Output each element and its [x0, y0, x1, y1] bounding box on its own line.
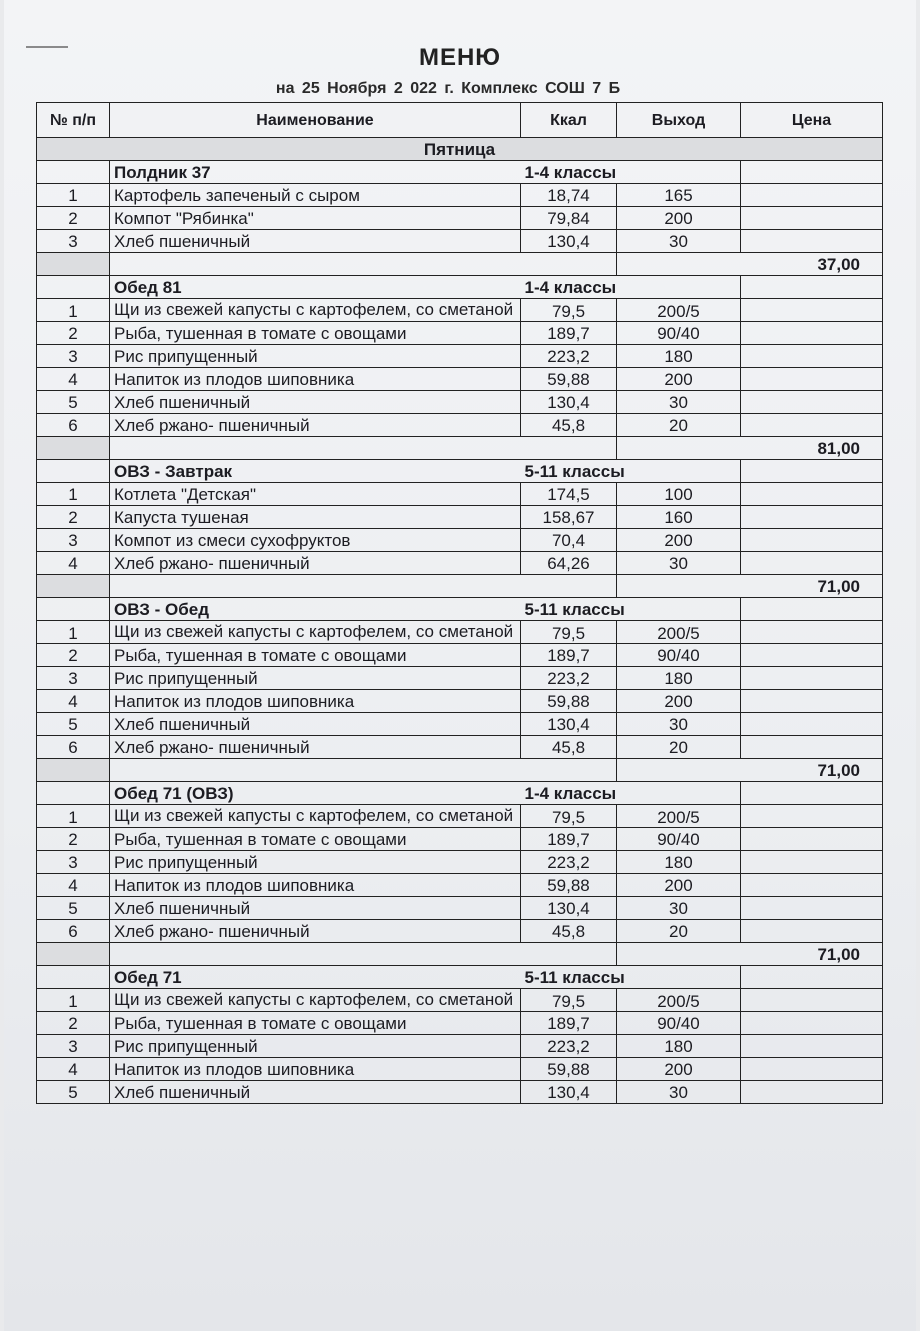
item-name: Рыба, тушенная в томате с овощами [110, 828, 521, 851]
menu-item-row [37, 1012, 883, 1035]
section-header-row [37, 161, 883, 184]
item-kcal: 223,2 [521, 667, 617, 690]
item-number: 2 [37, 207, 110, 230]
item-output: 90/40 [617, 322, 741, 345]
col-header-num: № п/п [37, 103, 110, 138]
col-header-price: Цена [741, 103, 883, 138]
item-number: 5 [37, 713, 110, 736]
item-price [741, 1035, 883, 1058]
section-total-row [37, 759, 883, 782]
section-spacer [37, 276, 110, 299]
menu-item-row [37, 828, 883, 851]
section-spacer [37, 598, 110, 621]
item-name: Хлеб пшеничный [110, 230, 521, 253]
item-number: 1 [37, 483, 110, 506]
menu-item-row [37, 230, 883, 253]
item-output: 20 [617, 920, 741, 943]
item-price [741, 1081, 883, 1104]
item-output: 200 [617, 529, 741, 552]
section-name: Обед 71 (ОВЗ) [110, 782, 521, 805]
total-blank [110, 437, 617, 460]
menu-item-row [37, 644, 883, 667]
menu-item-row [37, 897, 883, 920]
section-header-row [37, 966, 883, 989]
item-price [741, 207, 883, 230]
item-price [741, 874, 883, 897]
item-kcal: 130,4 [521, 897, 617, 920]
item-number: 1 [37, 989, 110, 1012]
item-output: 30 [617, 1081, 741, 1104]
item-price [741, 897, 883, 920]
item-price [741, 920, 883, 943]
item-name: Рис припущенный [110, 345, 521, 368]
item-name: Хлеб ржано- пшеничный [110, 414, 521, 437]
item-output: 165 [617, 184, 741, 207]
item-number: 6 [37, 414, 110, 437]
item-name: Рыба, тушенная в томате с овощами [110, 644, 521, 667]
item-kcal: 189,7 [521, 322, 617, 345]
menu-item-row [37, 805, 883, 828]
section-grade: 5-11 классы [521, 460, 741, 483]
item-output: 200/5 [617, 299, 741, 322]
section-header-row [37, 276, 883, 299]
item-number: 6 [37, 920, 110, 943]
item-number: 3 [37, 851, 110, 874]
menu-item-row [37, 207, 883, 230]
item-kcal: 59,88 [521, 368, 617, 391]
item-output: 90/40 [617, 828, 741, 851]
item-name: Рис припущенный [110, 851, 521, 874]
item-name: Картофель запеченый с сыром [110, 184, 521, 207]
section-name: ОВЗ - Обед [110, 598, 521, 621]
item-output: 200 [617, 1058, 741, 1081]
item-name: Рис припущенный [110, 667, 521, 690]
section-total-price: 71,00 [617, 943, 883, 966]
item-number: 6 [37, 736, 110, 759]
section-price-empty [741, 161, 883, 184]
section-total-price: 71,00 [617, 759, 883, 782]
menu-body [37, 138, 883, 1104]
section-name: Обед 81 [110, 276, 521, 299]
section-name: Полдник 37 [110, 161, 521, 184]
section-total-price: 71,00 [617, 575, 883, 598]
item-output: 100 [617, 483, 741, 506]
item-number: 4 [37, 552, 110, 575]
item-price [741, 621, 883, 644]
section-grade: 5-11 классы [521, 598, 741, 621]
section-grade: 1-4 классы [521, 276, 741, 299]
item-kcal: 79,5 [521, 621, 617, 644]
item-output: 90/40 [617, 1012, 741, 1035]
menu-item-row [37, 851, 883, 874]
menu-item-row [37, 529, 883, 552]
item-name: Рыба, тушенная в томате с овощами [110, 322, 521, 345]
item-price [741, 667, 883, 690]
item-number: 1 [37, 621, 110, 644]
col-header-name: Наименование [110, 103, 521, 138]
item-kcal: 189,7 [521, 644, 617, 667]
item-number: 3 [37, 529, 110, 552]
item-kcal: 59,88 [521, 690, 617, 713]
item-output: 200 [617, 368, 741, 391]
item-number: 1 [37, 299, 110, 322]
menu-item-row [37, 736, 883, 759]
item-name: Хлеб пшеничный [110, 897, 521, 920]
item-number: 5 [37, 897, 110, 920]
item-kcal: 223,2 [521, 1035, 617, 1058]
col-header-output: Выход [617, 103, 741, 138]
menu-table [36, 102, 883, 1104]
menu-item-row [37, 1035, 883, 1058]
item-name: Хлеб ржано- пшеничный [110, 920, 521, 943]
section-total-row [37, 437, 883, 460]
item-output: 200 [617, 207, 741, 230]
item-name: Напиток из плодов шиповника [110, 874, 521, 897]
menu-item-row [37, 621, 883, 644]
item-price [741, 851, 883, 874]
item-price [741, 736, 883, 759]
menu-item-row [37, 368, 883, 391]
item-output: 30 [617, 391, 741, 414]
item-name: Напиток из плодов шиповника [110, 1058, 521, 1081]
menu-item-row [37, 989, 883, 1012]
section-grade: 1-4 классы [521, 161, 741, 184]
item-kcal: 223,2 [521, 345, 617, 368]
menu-item-row [37, 667, 883, 690]
item-name: Компот из смеси сухофруктов [110, 529, 521, 552]
item-price [741, 322, 883, 345]
item-kcal: 130,4 [521, 713, 617, 736]
section-header-row [37, 460, 883, 483]
menu-item-row [37, 483, 883, 506]
item-kcal: 130,4 [521, 391, 617, 414]
page-title: МЕНЮ [418, 44, 502, 71]
menu-item-row [37, 1081, 883, 1104]
item-name: Хлеб пшеничный [110, 1081, 521, 1104]
item-name: Хлеб пшеничный [110, 713, 521, 736]
item-number: 2 [37, 1012, 110, 1035]
menu-item-row [37, 506, 883, 529]
section-total-price: 81,00 [617, 437, 883, 460]
item-price [741, 391, 883, 414]
item-number: 1 [37, 805, 110, 828]
item-number: 5 [37, 391, 110, 414]
item-kcal: 45,8 [521, 736, 617, 759]
day-label: Пятница [37, 138, 883, 161]
item-output: 90/40 [617, 644, 741, 667]
item-number: 5 [37, 1081, 110, 1104]
item-name: Котлета "Детская" [110, 483, 521, 506]
total-spacer [37, 943, 110, 966]
item-price [741, 506, 883, 529]
total-blank [110, 253, 617, 276]
total-spacer [37, 437, 110, 460]
item-kcal: 45,8 [521, 414, 617, 437]
item-kcal: 45,8 [521, 920, 617, 943]
item-kcal: 158,67 [521, 506, 617, 529]
item-price [741, 483, 883, 506]
item-kcal: 79,5 [521, 805, 617, 828]
item-name: Напиток из плодов шиповника [110, 690, 521, 713]
item-kcal: 79,84 [521, 207, 617, 230]
item-kcal: 130,4 [521, 1081, 617, 1104]
item-name: Капуста тушеная [110, 506, 521, 529]
item-kcal: 189,7 [521, 828, 617, 851]
item-number: 3 [37, 1035, 110, 1058]
item-price [741, 529, 883, 552]
item-number: 4 [37, 690, 110, 713]
item-output: 30 [617, 897, 741, 920]
item-name: Щи из свежей капусты с картофелем, со сметаной [110, 989, 521, 1012]
item-output: 160 [617, 506, 741, 529]
menu-item-row [37, 391, 883, 414]
item-price [741, 299, 883, 322]
item-kcal: 70,4 [521, 529, 617, 552]
item-output: 200/5 [617, 805, 741, 828]
item-name: Рис припущенный [110, 1035, 521, 1058]
item-name: Хлеб ржано- пшеничный [110, 552, 521, 575]
total-blank [110, 943, 617, 966]
item-price [741, 805, 883, 828]
menu-item-row [37, 184, 883, 207]
section-grade: 5-11 классы [521, 966, 741, 989]
total-blank [110, 759, 617, 782]
item-name: Рыба, тушенная в томате с овощами [110, 1012, 521, 1035]
section-header-row [37, 782, 883, 805]
item-name: Компот "Рябинка" [110, 207, 521, 230]
item-number: 2 [37, 644, 110, 667]
item-number: 4 [37, 1058, 110, 1081]
item-price [741, 690, 883, 713]
menu-item-row [37, 874, 883, 897]
item-number: 2 [37, 828, 110, 851]
item-output: 180 [617, 851, 741, 874]
item-name: Щи из свежей капусты с картофелем, со сметаной [110, 805, 521, 828]
item-output: 180 [617, 345, 741, 368]
item-price [741, 345, 883, 368]
menu-item-row [37, 299, 883, 322]
item-output: 20 [617, 414, 741, 437]
menu-sheet [4, 0, 916, 1331]
item-name: Напиток из плодов шиповника [110, 368, 521, 391]
item-output: 200/5 [617, 621, 741, 644]
menu-item-row [37, 345, 883, 368]
section-spacer [37, 966, 110, 989]
section-total-price: 37,00 [617, 253, 883, 276]
menu-item-row [37, 552, 883, 575]
item-kcal: 174,5 [521, 483, 617, 506]
item-kcal: 79,5 [521, 299, 617, 322]
item-kcal: 64,26 [521, 552, 617, 575]
section-total-row [37, 943, 883, 966]
item-kcal: 223,2 [521, 851, 617, 874]
menu-item-row [37, 920, 883, 943]
menu-item-row [37, 1058, 883, 1081]
item-number: 3 [37, 667, 110, 690]
section-price-empty [741, 782, 883, 805]
item-number: 4 [37, 874, 110, 897]
item-price [741, 184, 883, 207]
item-number: 2 [37, 322, 110, 345]
total-spacer [37, 759, 110, 782]
item-output: 180 [617, 1035, 741, 1058]
total-blank [110, 575, 617, 598]
item-number: 3 [37, 345, 110, 368]
section-price-empty [741, 460, 883, 483]
total-spacer [37, 575, 110, 598]
item-price [741, 644, 883, 667]
item-number: 2 [37, 506, 110, 529]
item-price [741, 552, 883, 575]
item-output: 30 [617, 713, 741, 736]
item-price [741, 414, 883, 437]
menu-item-row [37, 690, 883, 713]
item-name: Хлеб пшеничный [110, 391, 521, 414]
item-name: Хлеб ржано- пшеничный [110, 736, 521, 759]
item-kcal: 18,74 [521, 184, 617, 207]
item-price [741, 1058, 883, 1081]
item-kcal: 189,7 [521, 1012, 617, 1035]
item-kcal: 59,88 [521, 1058, 617, 1081]
item-number: 3 [37, 230, 110, 253]
item-output: 30 [617, 552, 741, 575]
item-price [741, 713, 883, 736]
item-price [741, 1012, 883, 1035]
section-price-empty [741, 276, 883, 299]
item-price [741, 828, 883, 851]
item-kcal: 130,4 [521, 230, 617, 253]
col-header-kcal: Ккал [521, 103, 617, 138]
item-output: 200 [617, 874, 741, 897]
section-name: ОВЗ - Завтрак [110, 460, 521, 483]
item-number: 4 [37, 368, 110, 391]
section-spacer [37, 161, 110, 184]
item-price [741, 230, 883, 253]
section-total-row [37, 253, 883, 276]
section-price-empty [741, 598, 883, 621]
item-price [741, 989, 883, 1012]
menu-item-row [37, 322, 883, 345]
section-spacer [37, 782, 110, 805]
item-name: Щи из свежей капусты с картофелем, со сметаной [110, 299, 521, 322]
item-output: 180 [617, 667, 741, 690]
item-name: Щи из свежей капусты с картофелем, со сметаной [110, 621, 521, 644]
section-total-row [37, 575, 883, 598]
total-spacer [37, 253, 110, 276]
section-grade: 1-4 классы [521, 782, 741, 805]
menu-item-row [37, 414, 883, 437]
section-price-empty [741, 966, 883, 989]
header-row [37, 103, 883, 138]
item-kcal: 79,5 [521, 989, 617, 1012]
item-output: 200 [617, 690, 741, 713]
section-spacer [37, 460, 110, 483]
item-price [741, 368, 883, 391]
item-kcal: 59,88 [521, 874, 617, 897]
menu-item-row [37, 713, 883, 736]
item-output: 20 [617, 736, 741, 759]
item-output: 200/5 [617, 989, 741, 1012]
item-output: 30 [617, 230, 741, 253]
section-header-row [37, 598, 883, 621]
item-number: 1 [37, 184, 110, 207]
section-name: Обед 71 [110, 966, 521, 989]
day-row [37, 138, 883, 161]
page-subtitle: на 25 Ноября 2 022 г. Комплекс СОШ 7 Б [275, 80, 621, 97]
